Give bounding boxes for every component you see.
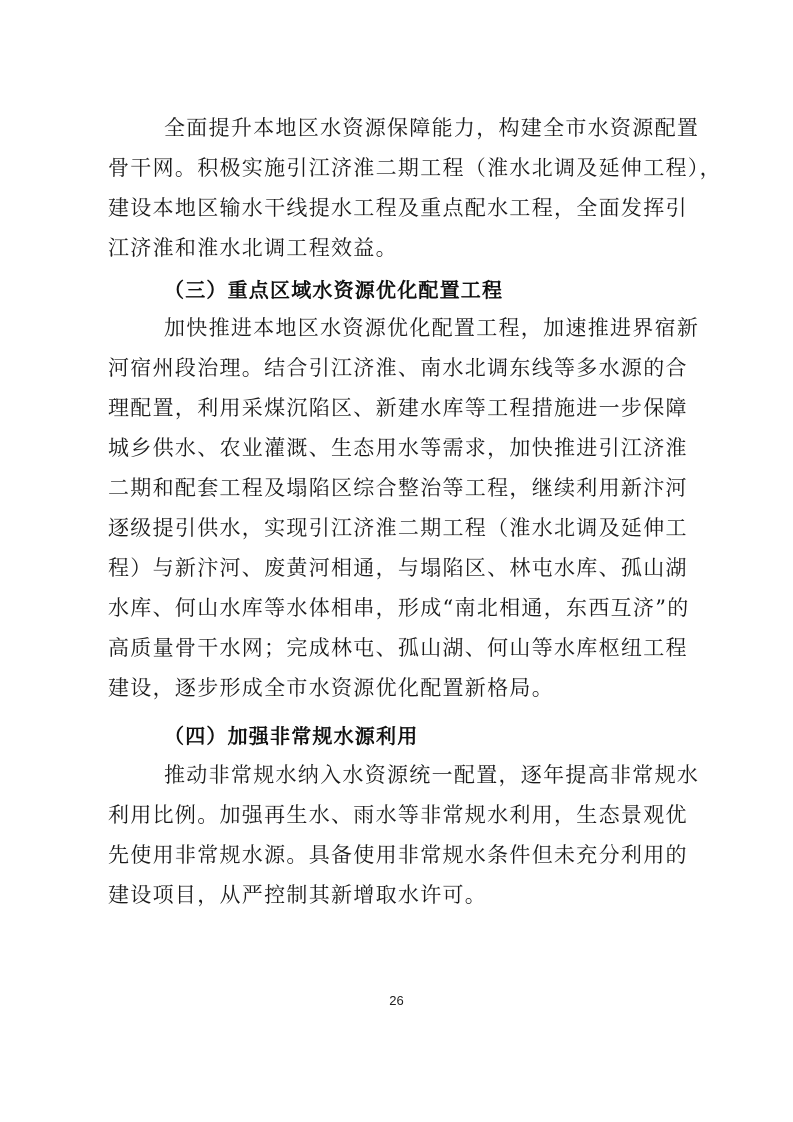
- text-line: 利用比例。加强再生水、雨水等非常规水利用，生态景观优: [108, 803, 688, 827]
- paragraph-unconventional-water: [108, 755, 700, 915]
- text-line: 加快推进本地区水资源优化配置工程，加速推进界宿新: [164, 316, 700, 340]
- text-line: 程）与新汴河、废黄河相通，与塌陷区、林屯水库、孤山湖: [108, 556, 688, 580]
- text-line: 逐级提引供水，实现引江济淮二期工程（淮水北调及延伸工: [108, 516, 688, 540]
- text-line: 推动非常规水纳入水资源统一配置，逐年提高非常规水: [164, 763, 700, 787]
- text-line: 全面提升本地区水资源保障能力，构建全市水资源配置: [164, 116, 700, 140]
- text-line: 建设本地区输水干线提水工程及重点配水工程，全面发挥引: [108, 196, 688, 220]
- text-line: 河宿州段治理。结合引江济淮、南水北调东线等多水源的合: [108, 356, 688, 380]
- text-line: 高质量骨干水网；完成林屯、孤山湖、何山等水库枢纽工程: [108, 636, 688, 660]
- text-line: 城乡供水、农业灌溉、生态用水等需求，加快推进引江济淮: [108, 436, 688, 460]
- section-heading-4: （四）加强非常规水源利用: [164, 724, 419, 748]
- text-line: 先使用非常规水源。具备使用非常规水条件但未充分利用的: [108, 843, 688, 867]
- paragraph-water-network: [108, 108, 722, 268]
- text-line: 二期和配套工程及塌陷区综合整治等工程，继续利用新汴河: [108, 476, 688, 500]
- text-line: 建设，逐步形成全市水资源优化配置新格局。: [108, 676, 554, 700]
- text-line: 建设项目，从严控制其新增取水许可。: [108, 883, 488, 907]
- text-line: 骨干网。积极实施引江济淮二期工程（淮水北调及延伸工程），: [108, 156, 722, 180]
- text-line: 理配置，利用采煤沉陷区、新建水库等工程措施进一步保障: [108, 396, 688, 420]
- page-number: 26: [389, 993, 404, 1008]
- text-line: 水库、何山水库等水体相串，形成“南北相通，东西互济”的: [108, 596, 690, 620]
- text-line: 江济淮和淮水北调工程效益。: [108, 236, 398, 260]
- section-heading-3: （三）重点区域水资源优化配置工程: [164, 278, 504, 302]
- paragraph-water-optimization: [108, 308, 700, 708]
